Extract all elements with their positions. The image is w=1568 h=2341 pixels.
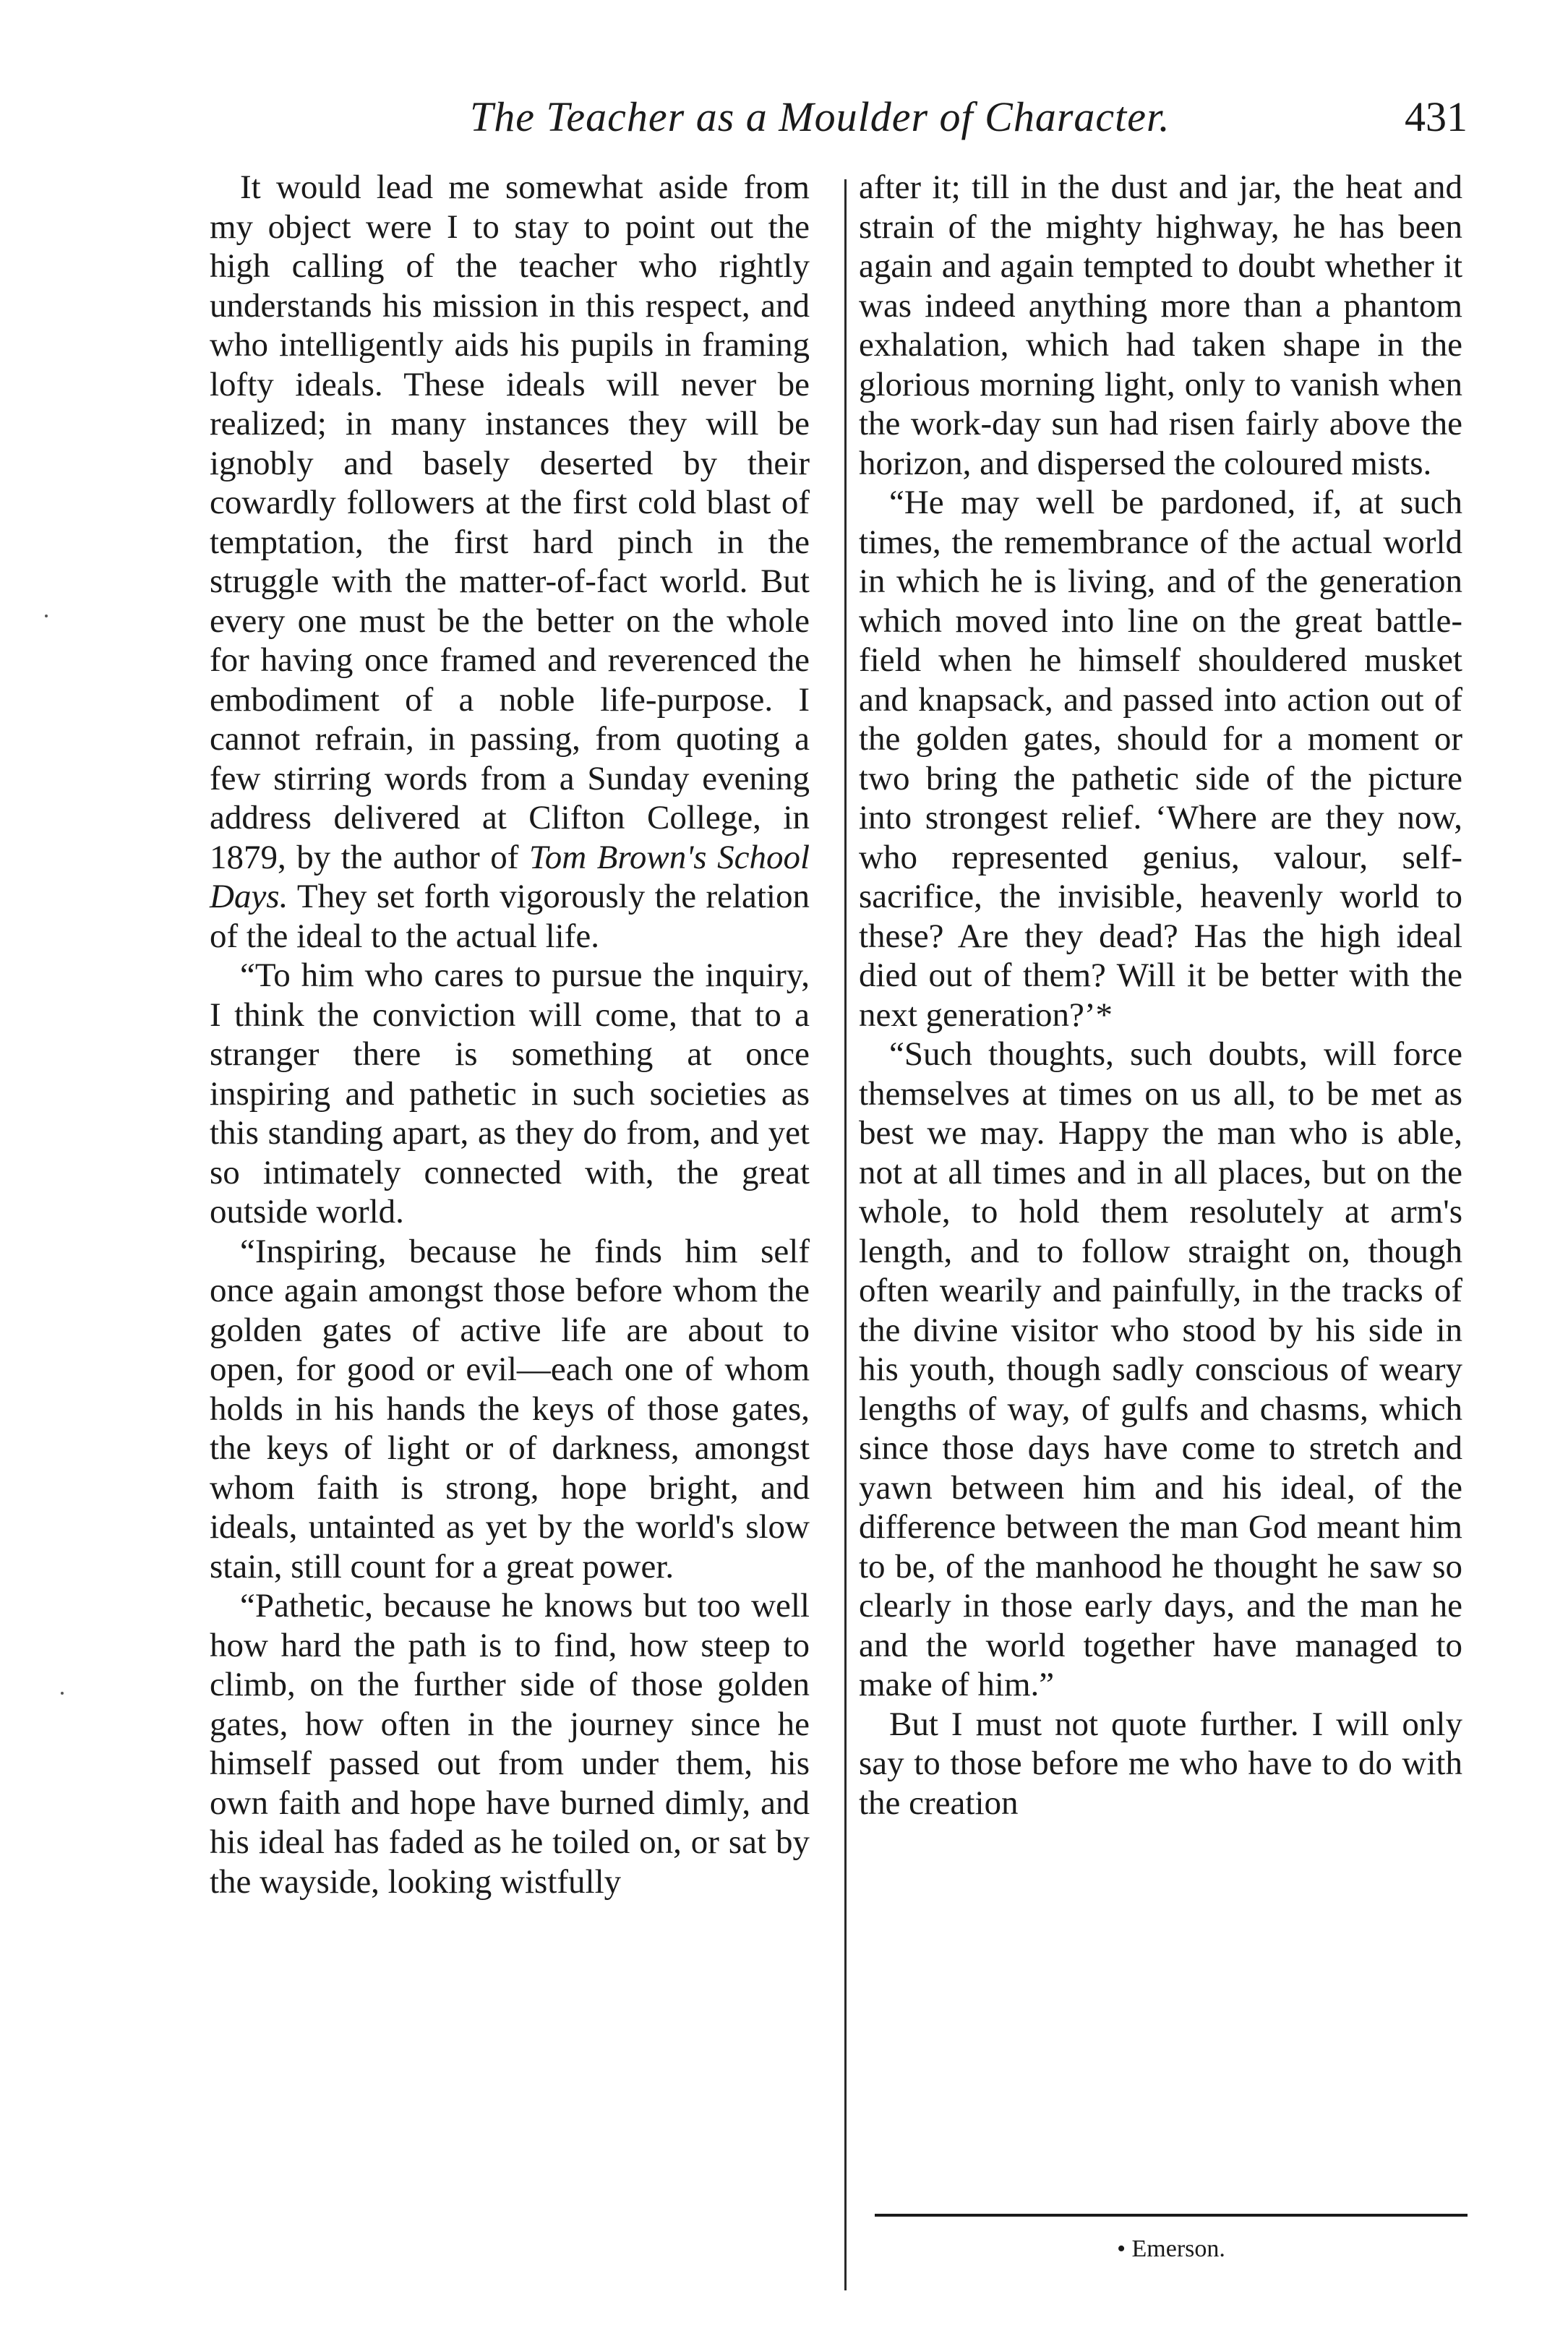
paragraph: “Such thoughts, such doubts, will force themselves at times on us all, to be met as best we may. Happy the man who is able, not at all times and in all places, but on the whole, to hold them resolutely at arm's length, and to follow straight on, though often wearily and painfully, in the tracks of the divine visitor who stood by his side in his youth, though sadly conscious of weary lengths of way, of gulfs and chasms, which since those days have come to stretch and yawn between him and his ideal, of the difference between the man God meant him to be, of the manhood he thought he saw so clearly in those early days, and the man he and the world together have managed to make of him.”: [859, 1035, 1462, 1703]
paragraph: “To him who cares to pursue the inquiry, I think the conviction will come, that to a stranger there is something at once inspiring and pathetic in such societies as this standing apart, as they do from, and yet so intimately connected with, the great outside world.: [210, 956, 810, 1231]
running-title: The Teacher as a Moulder of Character.: [470, 93, 1170, 140]
paragraph: [210, 168, 810, 956]
paragraph: after it; till in the dust and jar, the heat and strain of the mighty highway, he has been again and again tempted to doubt whether it was indeed anything more than a phantom exhalation, which had taken shape in the glorious morning light, only to vanish when the work-day sun had risen fairly above the horizon, and dispersed the coloured mists.: [859, 168, 1462, 482]
print-speck: [61, 1692, 64, 1695]
book-title: Tom Brown's School Days.: [210, 838, 810, 915]
print-speck: [45, 615, 48, 617]
column-divider: [844, 179, 847, 2290]
paragraph-text: They set forth vigorously the relation of the ideal to the actual life.: [210, 878, 810, 955]
paragraph: But I must not quote further. I will only say to those before me who have to do with the creation: [859, 1705, 1462, 1822]
paragraph: “Inspiring, because he finds him self once again amongst those before whom the golden gates of active life are about to open, for good or evil—each one of whom holds in his hands the keys of those gates, the keys of light or of darkness, amongst whom faith is strong, hope bright, and ideals, untainted as yet by the world's slow stain, still count for a great power.: [210, 1232, 810, 1585]
paragraph: “He may well be pardoned, if, at such times, the remembrance of the actual world in which he is living, and of the generation which moved into line on the great battle-field when he himself shouldered musket and knapsack, and passed into action out of the golden gates, should for a moment or two bring the pathetic side of the picture into strongest relief. ‘Where are they now, who represented genius, valour, self-sacrifice, the invisible, heavenly world to these? Are they dead? Has the high ideal died out of them? Will it be better with the next generation?’*: [859, 484, 1462, 1034]
paragraph: “Pathetic, because he knows but too well how hard the path is to find, how steep to climb, on the further side of those golden gates, how often in the journey since he himself passed out from under them, his own faith and hope have burned dimly, and his ideal has faded as he toiled on, or sat by the wayside, looking wistfully: [210, 1587, 810, 1901]
left-column: [210, 168, 810, 1901]
running-head: [470, 93, 1468, 150]
paragraph-text: It would lead me somewhat aside from my object were I to stay to point out the high calling of the teacher who rightly understands his mission in this respect, and who intelligently aids his pupils in framing lofty ideals. These ideals will never be realized; in many instances they will be ignobly and basely deserted by their cowardly followers at the first cold blast of temptation, the first hard pinch in the struggle with the matter-of-fact world. But every one must be the better on the whole for having once framed and reverenced the embodiment of a noble life-purpose. I cannot refrain, in passing, from quoting a few stirring words from a Sunday evening address delivered at Clifton College, in 1879, by the author of: [210, 168, 810, 876]
right-column: [859, 168, 1462, 1823]
footnote: • Emerson.: [1117, 2235, 1225, 2262]
page-number: 431: [1405, 93, 1468, 140]
footnote-rule: [875, 2214, 1468, 2217]
